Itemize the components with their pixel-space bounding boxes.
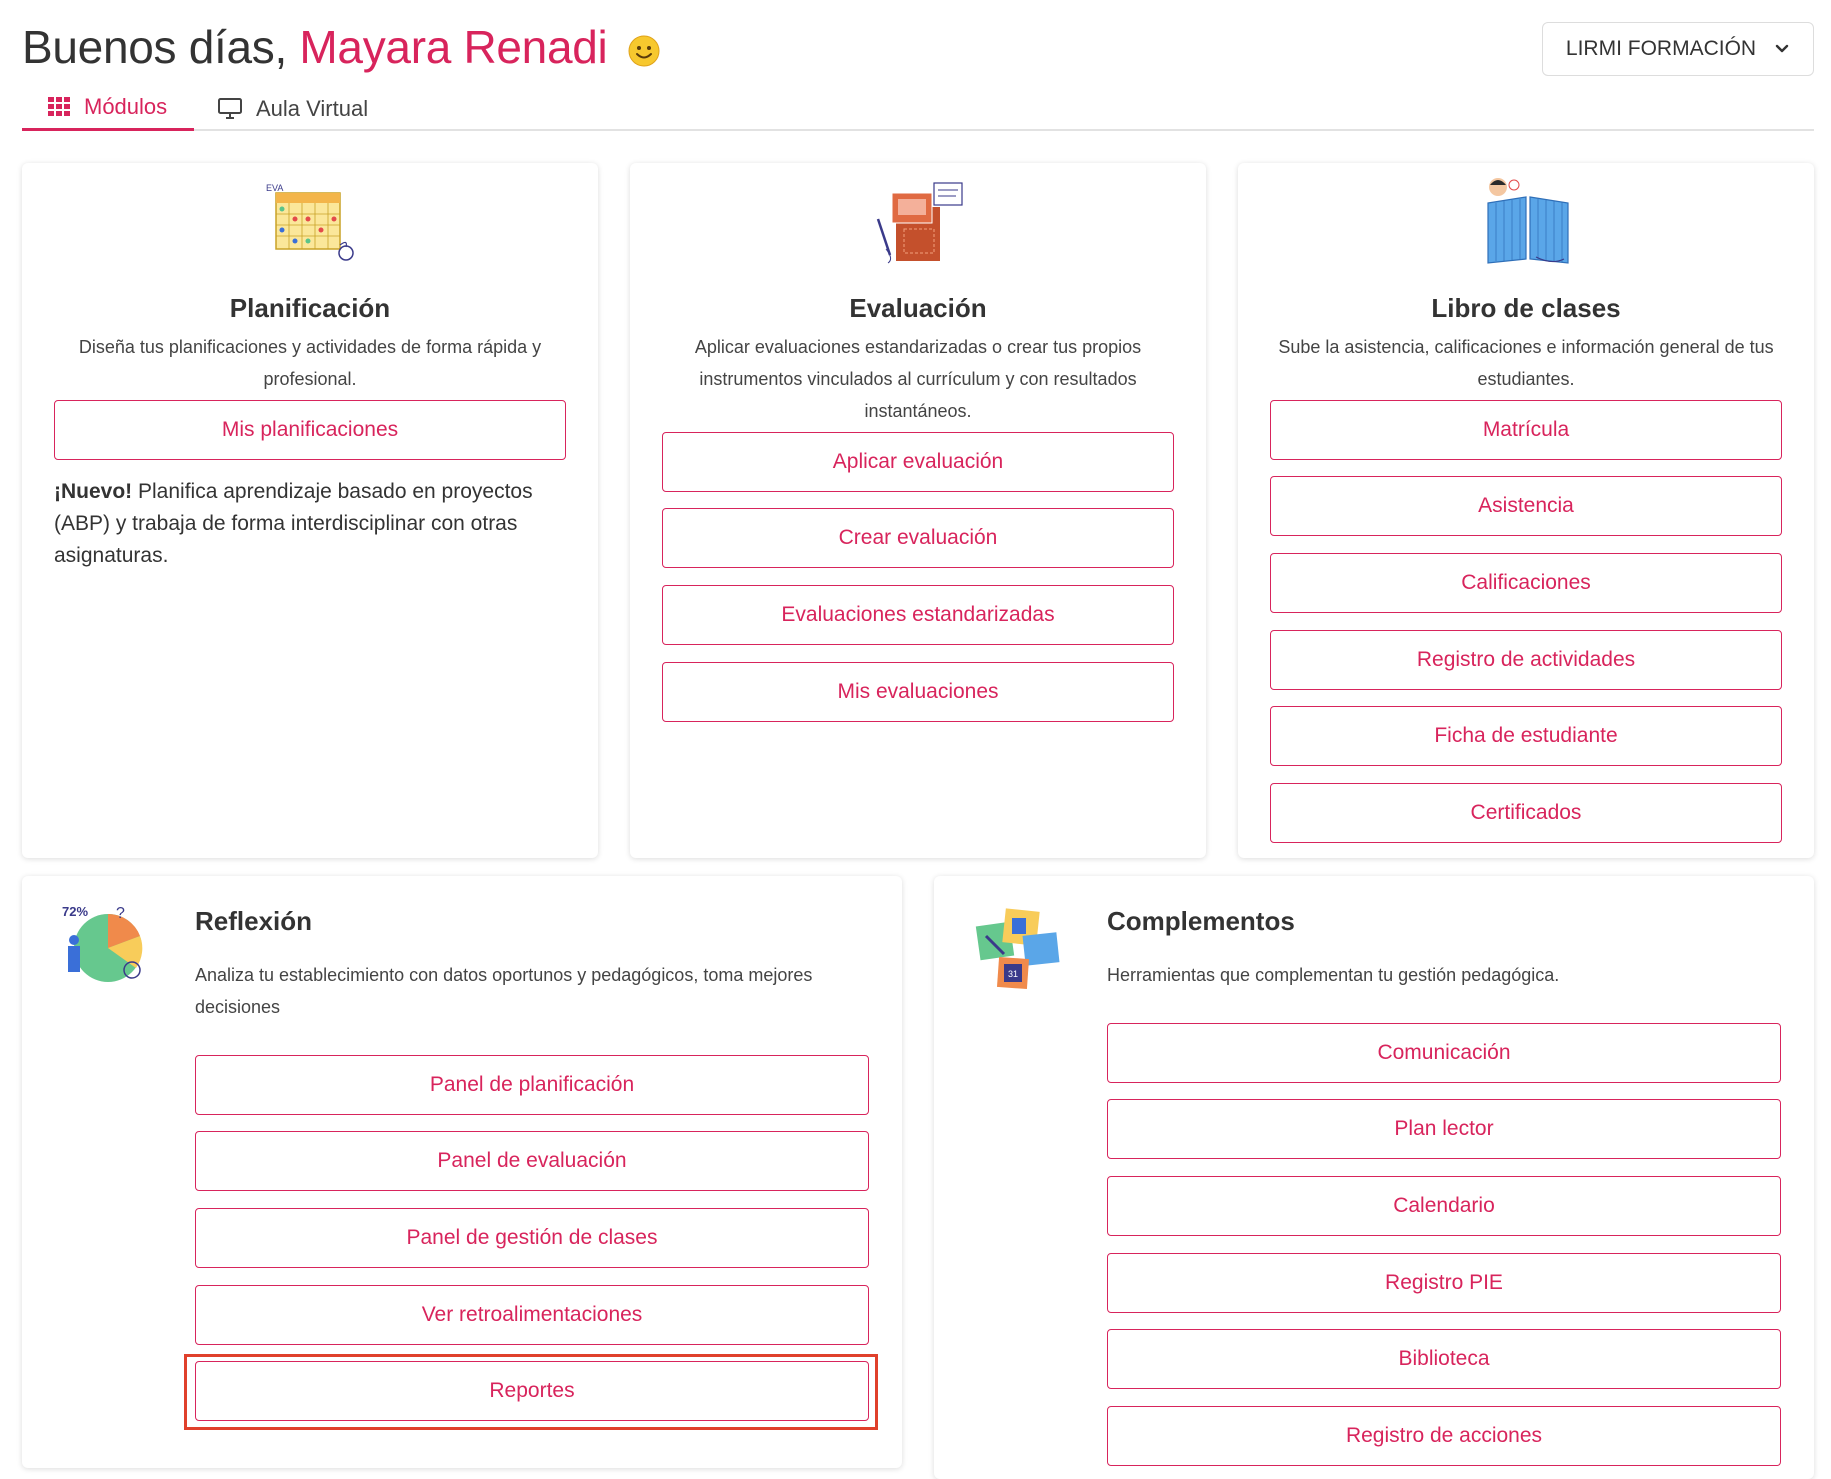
card-complementos [934, 876, 1814, 1479]
tab-aula-label: Aula Virtual [256, 95, 369, 121]
svg-text:?: ? [116, 906, 125, 922]
card-libro-de-clases [1238, 163, 1814, 858]
certificados-button[interactable]: Certificados [1270, 783, 1782, 843]
smiley-icon [628, 35, 660, 67]
org-selector[interactable] [1542, 22, 1814, 76]
panel-de-gestion-de-clases-button[interactable]: Panel de gestión de clases [195, 1208, 869, 1268]
panel-de-planificacion-button[interactable]: Panel de planificación [195, 1055, 869, 1115]
card-planificacion [22, 163, 598, 858]
ficha-de-estudiante-button[interactable]: Ficha de estudiante [1270, 706, 1782, 766]
module-tabs [22, 86, 1814, 131]
greeting-prefix: Buenos días, [22, 21, 287, 73]
greeting [22, 20, 660, 74]
nuevo-text: Planifica aprendizaje basado en proyectos (ABP) y trabaja de forma interdisciplinar con otras asignaturas. [54, 480, 533, 567]
mis-planificaciones-button[interactable]: Mis planificaciones [54, 400, 566, 460]
card-description: Aplicar evaluaciones estandarizadas o crear tus propios instrumentos vinculados al currículum y con resultados instantáneos. [694, 337, 1142, 421]
panel-de-evaluacion-button[interactable]: Panel de evaluación [195, 1131, 869, 1191]
card-title: Planificación [229, 293, 391, 323]
card-title: Evaluación [849, 293, 987, 323]
matricula-button[interactable]: Matrícula [1270, 400, 1782, 460]
reportes-highlight-box [184, 1354, 878, 1430]
grid-icon [48, 97, 70, 117]
crear-evaluacion-button[interactable]: Crear evaluación [662, 508, 1174, 568]
evaluaciones-estandarizadas-button[interactable]: Evaluaciones estandarizadas [662, 585, 1174, 645]
registro-de-actividades-button[interactable]: Registro de actividades [1270, 630, 1782, 690]
aplicar-evaluacion-button[interactable]: Aplicar evaluación [662, 432, 1174, 492]
tab-modulos[interactable] [22, 86, 194, 131]
card-description: Diseña tus planificaciones y actividades de forma rápida y profesional. [78, 337, 542, 389]
asistencia-button[interactable]: Asistencia [1270, 476, 1782, 536]
calificaciones-button[interactable]: Calificaciones [1270, 553, 1782, 613]
reportes-button[interactable]: Reportes [195, 1361, 869, 1421]
complements-illustration [974, 906, 1074, 996]
card-description: Herramientas que complementan tu gestión pedagógica. [1107, 965, 1560, 985]
card-description: Analiza tu establecimiento con datos oportunos y pedagógicos, toma mejores decisiones [195, 965, 813, 1017]
org-selector-label: LIRMI FORMACIÓN [1565, 37, 1757, 60]
chevron-down-icon [1774, 41, 1790, 57]
biblioteca-button[interactable]: Biblioteca [1107, 1329, 1781, 1389]
registro-de-acciones-button[interactable]: Registro de acciones [1107, 1406, 1781, 1466]
nuevo-label: ¡Nuevo! [54, 480, 133, 503]
tab-modulos-label: Módulos [84, 94, 168, 119]
calendar-illustration [262, 179, 362, 267]
ver-retroalimentaciones-button[interactable]: Ver retroalimentaciones [195, 1285, 869, 1345]
mis-evaluaciones-button[interactable]: Mis evaluaciones [662, 662, 1174, 722]
card-evaluacion [630, 163, 1206, 858]
nuevo-note [54, 476, 566, 572]
book-illustration [1478, 175, 1578, 267]
card-title: Complementos [1107, 906, 1295, 936]
card-title: Reflexión [195, 906, 313, 936]
card-description: Sube la asistencia, calificaciones e información general de tus estudiantes. [1278, 337, 1774, 389]
card-title: Libro de clases [1431, 293, 1621, 323]
pie-chart-illustration [62, 906, 162, 996]
plan-lector-button[interactable]: Plan lector [1107, 1099, 1781, 1159]
svg-text:EVA: EVA [266, 183, 284, 193]
calendario-button[interactable]: Calendario [1107, 1176, 1781, 1236]
monitor-icon [218, 98, 242, 120]
tab-aula-virtual[interactable] [218, 86, 368, 131]
registro-pie-button[interactable]: Registro PIE [1107, 1253, 1781, 1313]
illus-date: 31 [1008, 969, 1019, 979]
comunicacion-button[interactable]: Comunicación [1107, 1023, 1781, 1083]
user-name: Mayara Renadi [299, 21, 608, 73]
evaluation-illustration [870, 179, 970, 267]
illus-percentage: 72% [62, 906, 89, 919]
